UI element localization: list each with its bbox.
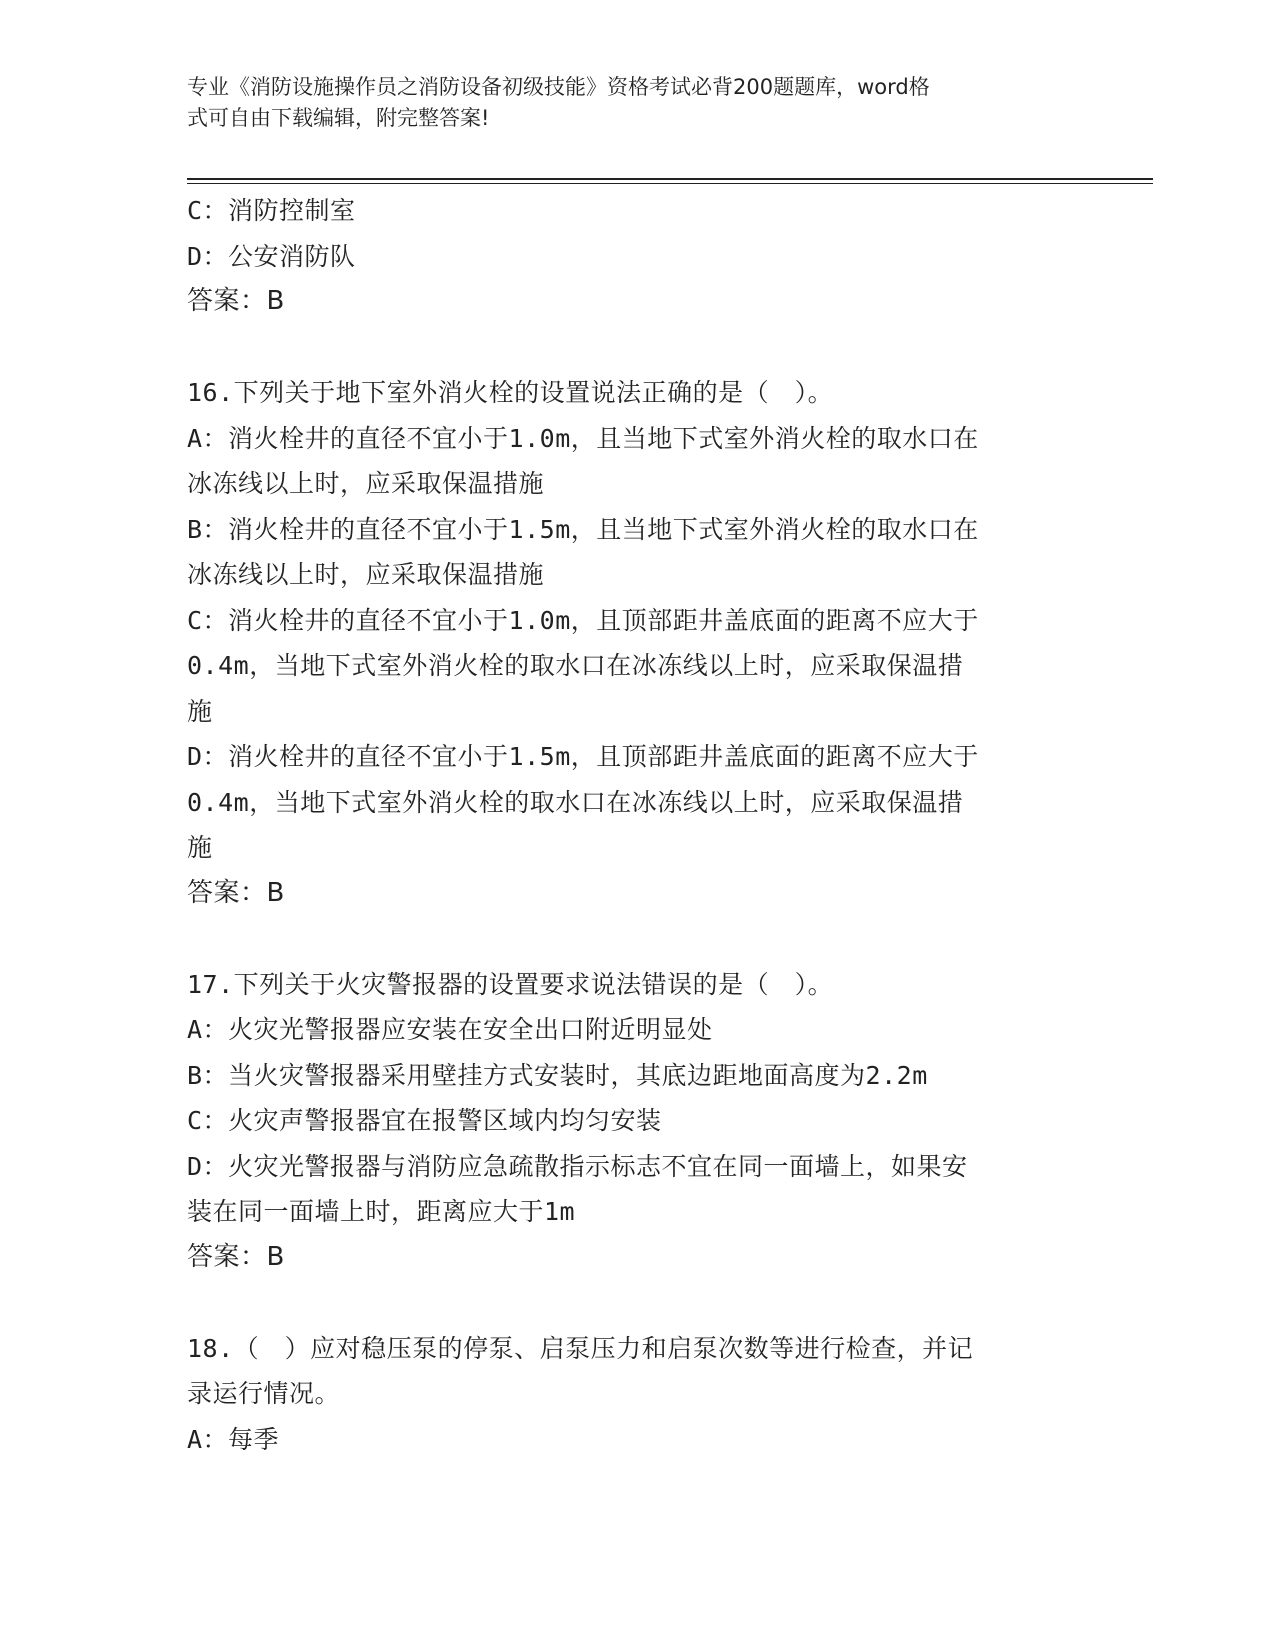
q16-option-d-line-3: 施 — [187, 833, 213, 862]
q16-option-c-line-1: C：消火栓井的直径不宜小于1.0m，且顶部距井盖底面的距离不应大于 — [187, 605, 979, 635]
q18-stem-line-2: 录运行情况。 — [187, 1379, 341, 1408]
prev-option-c: C：消防控制室 — [187, 196, 356, 225]
q17-option-c: C：火灾声警报器宜在报警区域内均匀安装 — [187, 1106, 662, 1135]
q16-stem: 16.下列关于地下室外消火栓的设置说法正确的是（ ）。 — [187, 378, 834, 407]
spacer — [187, 916, 1087, 962]
prev-option-d: D：公安消防队 — [187, 241, 356, 271]
q16-answer: 答案：B — [187, 877, 285, 908]
q16-option-a-line-1: A：消火栓井的直径不宜小于1.0m，且当地下式室外消火栓的取水口在 — [187, 423, 979, 453]
spacer — [187, 325, 1087, 371]
q17-option-b: B：当火灾警报器采用壁挂方式安装时，其底边距地面高度为2.2m — [187, 1060, 928, 1090]
q16-option-d-line-2: 0.4m，当地下式室外消火栓的取水口在冰冻线以上时，应采取保温措 — [187, 787, 964, 817]
q16-option-b-line-1: B：消火栓井的直径不宜小于1.5m，且当地下式室外消火栓的取水口在 — [187, 514, 979, 544]
header-divider-thick — [187, 178, 1153, 180]
q16-option-b-line-2: 冰冻线以上时，应采取保温措施 — [187, 560, 545, 589]
q17-option-d-line-2: 装在同一面墙上时，距离应大于1m — [187, 1197, 576, 1226]
q18-stem-line-1: 18.（ ）应对稳压泵的停泵、启泵压力和启泵次数等进行检查，并记 — [187, 1333, 974, 1363]
q16-option-c-line-3: 施 — [187, 696, 213, 726]
q18-option-a: A：每季 — [187, 1424, 280, 1454]
document-body — [187, 188, 1087, 1462]
header-divider-thin — [187, 183, 1153, 184]
header-title-line-2: 式可自由下载编辑，附完整答案! — [187, 106, 490, 130]
q17-option-d-line-1: D：火灾光警报器与消防应急疏散指示标志不宜在同一面墙上，如果安 — [187, 1151, 968, 1181]
header-title-line-1: 专业《消防设施操作员之消防设备初级技能》资格考试必背200题题库，word格 — [187, 75, 930, 99]
q17-option-a: A：火灾光警报器应安装在安全出口附近明显处 — [187, 1015, 713, 1044]
document-header — [187, 72, 1087, 134]
q17-stem: 17.下列关于火灾警报器的设置要求说法错误的是（ ）。 — [187, 969, 834, 999]
q16-option-d-line-1: D：消火栓井的直径不宜小于1.5m，且顶部距井盖底面的距离不应大于 — [187, 742, 979, 771]
q16-option-a-line-2: 冰冻线以上时，应采取保温措施 — [187, 469, 545, 498]
q17-answer: 答案：B — [187, 1241, 285, 1272]
prev-answer: 答案：B — [187, 286, 285, 316]
q16-option-c-line-2: 0.4m，当地下式室外消火栓的取水口在冰冻线以上时，应采取保温措 — [187, 651, 964, 680]
spacer — [187, 1280, 1087, 1326]
